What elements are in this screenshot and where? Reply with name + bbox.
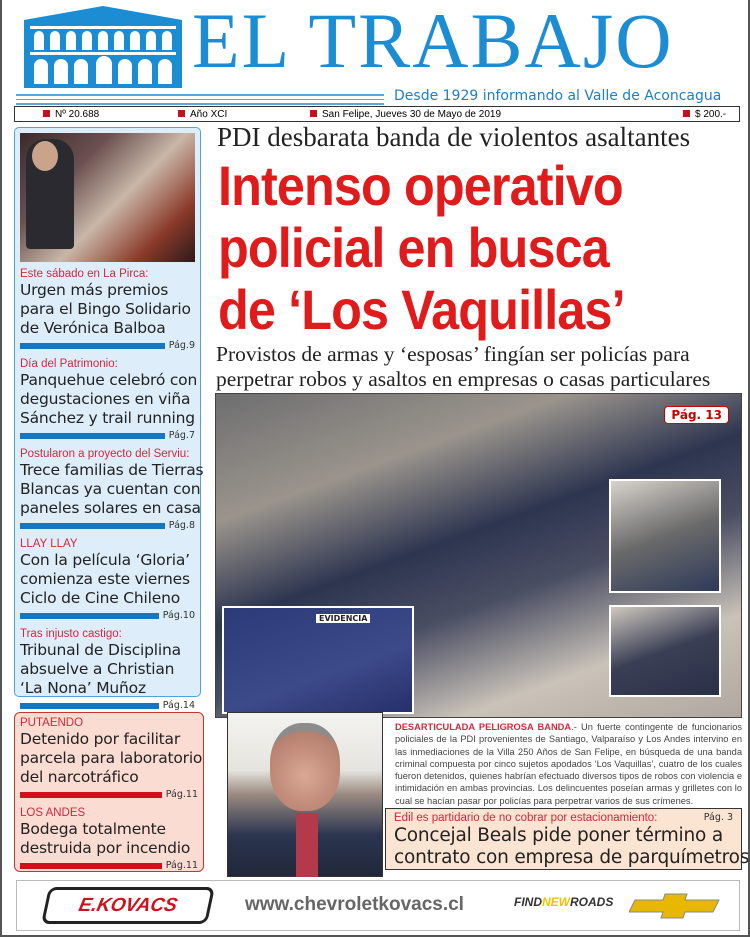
photo-face (270, 723, 340, 811)
price-text: $ 200.- (695, 109, 727, 120)
price-label (683, 108, 726, 121)
date-label (310, 108, 501, 121)
page-number: Pág.11 (165, 860, 198, 871)
inset-photo-suspect-1 (609, 479, 721, 593)
photo-face (32, 141, 58, 171)
caption-text: .- Un fuerte contingente de funcionarios policiales de la PDI provenientes de Santiago, Valparaíso y Los Andes intervino en las inmediaciones de la Villa 250 Años de San Felipe, en búsqueda de una banda criminal compuesta por cinco sujetos apodados ‘Los Vaquillas’, cuatro de los cuales fueron detenidos, quienes habrían efectuado diversos tipos de robos con violencia e intimidación en ambas provincias. Los delincuentes poseían armas y grilletes con lo cual se hacían pasar por policías para perpetrar varios de sus crímenes. (395, 722, 743, 806)
divider-bar (20, 863, 162, 869)
slogan-roads: ROADS (570, 895, 614, 909)
news-headline (20, 461, 204, 518)
year-label (178, 108, 227, 121)
headline-line: Urgen más premios (20, 281, 169, 299)
issue-number (43, 108, 99, 121)
secondary-story-box[interactable] (385, 808, 750, 870)
main-subhead (216, 342, 710, 392)
news-kicker: Este sábado en La Pirca: (20, 268, 149, 280)
square-bullet-icon (310, 110, 317, 117)
news-headline (20, 281, 195, 338)
photo-page-badge: Pág. 13 (664, 406, 729, 424)
news-headline (20, 641, 195, 698)
news-item[interactable] (15, 537, 200, 622)
main-overline: PDI desbarata banda de violentos asaltantes (217, 122, 691, 152)
headline-line: Blancas ya cuentan con (20, 480, 201, 498)
chevrolet-bowtie-icon (629, 893, 721, 919)
main-headline (218, 155, 670, 341)
sidebar-photo (20, 133, 195, 262)
news-item[interactable] (15, 716, 203, 801)
photo-tie (296, 813, 318, 877)
councilman-photo (227, 712, 383, 877)
slogan-new: NEW (542, 895, 570, 909)
photo-caption (395, 721, 742, 807)
ad-url[interactable]: www.chevroletkovacs.cl (245, 894, 464, 915)
news-item[interactable] (15, 627, 200, 712)
page-number: Pág.10 (162, 610, 195, 621)
headline-line: destruida por incendio (20, 839, 191, 857)
page-number: Pág.11 (165, 789, 198, 800)
divider-bar (20, 523, 165, 529)
news-item[interactable] (15, 357, 200, 442)
page-ref (20, 430, 195, 442)
sidebar-news (14, 127, 204, 711)
secondary-headline-line: Concejal Beals pide poner término a (394, 825, 723, 846)
news-kicker: PUTAENDO (20, 717, 84, 729)
news-headline (20, 371, 198, 428)
headline-line: absuelve a Christian (20, 660, 175, 678)
headline-line: Panquehue celebró con (20, 371, 198, 389)
regional-news-box (14, 712, 204, 872)
news-item[interactable] (15, 806, 203, 872)
news-headline (20, 820, 198, 858)
news-item[interactable] (15, 447, 204, 532)
slogan-find: FIND (514, 895, 542, 909)
headline-line: degustaciones en viña (20, 390, 191, 408)
secondary-page: Pág. 3 (703, 812, 733, 823)
divider-bar (20, 613, 159, 619)
subhead-line: Provistos de armas y ‘esposas’ fingían ser policías para (216, 342, 690, 366)
secondary-kicker: Edil es partidario de no cobrar por estacionamiento: (394, 812, 658, 824)
secondary-headline-line: contrato con empresa de parquímetros (394, 847, 750, 868)
square-bullet-icon (43, 110, 50, 117)
headline-line: paneles solares en casa (20, 499, 201, 517)
main-headline-line: policial en busca (218, 216, 609, 279)
news-headline (20, 730, 203, 787)
page-number: Pág.7 (168, 430, 195, 441)
evidence-label: EVIDENCIA (316, 614, 370, 623)
headline-line: comienza este viernes (20, 570, 190, 588)
page-ref (20, 860, 198, 872)
page-ref (20, 520, 195, 532)
inset-photo-evidence (222, 606, 414, 714)
building-arches-logo (24, 6, 182, 88)
kovacs-logo (41, 887, 215, 924)
masthead-title: EL TRABAJO (192, 0, 674, 84)
headline-line: del narcotráfico (20, 768, 139, 786)
secondary-headline (394, 825, 749, 869)
page-ref (20, 340, 195, 352)
page-ref (20, 610, 195, 622)
info-strip (14, 106, 740, 122)
year-text: Año XCI (190, 109, 228, 120)
main-headline-line: Intenso operativo (218, 154, 623, 217)
headline-line: ‘La Nona’ Muñoz (20, 679, 146, 697)
sidebar-items (15, 267, 204, 712)
regional-items (15, 713, 203, 872)
news-headline (20, 551, 195, 608)
masthead-tagline: Desde 1929 informando al Valle de Aconcagua (394, 88, 722, 104)
divider-bar (20, 792, 162, 798)
headline-line: Con la película ‘Gloria’ (20, 551, 190, 569)
news-kicker: LOS ANDES (20, 807, 86, 819)
square-bullet-icon (178, 110, 185, 117)
main-photo (215, 393, 742, 718)
headline-line: Detenido por facilitar (20, 730, 181, 748)
news-kicker: Postularon a proyecto del Serviu: (20, 448, 190, 460)
main-headline-line: de ‘Los Vaquillas’ (218, 278, 625, 341)
divider-bar (20, 703, 159, 709)
news-kicker: Día del Patrimonio: (20, 358, 118, 370)
inset-photo-suspect-2 (609, 605, 721, 697)
page-number: Pág.9 (168, 340, 195, 351)
page-number: Pág.8 (168, 520, 195, 531)
news-kicker: Tras injusto castigo: (20, 628, 122, 640)
advertisement-banner[interactable] (16, 880, 740, 931)
page-ref (20, 700, 195, 712)
headline-line: parcela para laboratorio (20, 749, 203, 767)
divider-bar (20, 433, 165, 439)
headline-line: de Verónica Balboa (20, 319, 166, 337)
headline-line: Bodega totalmente (20, 820, 166, 838)
headline-line: Ciclo de Cine Chileno (20, 589, 180, 607)
headline-line: Tribunal de Disciplina (20, 641, 181, 659)
headline-line: para el Bingo Solidario (20, 300, 191, 318)
news-item[interactable] (15, 267, 200, 352)
square-bullet-icon (683, 110, 690, 117)
caption-lead: DESARTICULADA PELIGROSA BANDA (395, 722, 572, 732)
date-text: San Felipe, Jueves 30 de Mayo de 2019 (322, 109, 502, 120)
headline-line: Trece familias de Tierras (20, 461, 204, 479)
brand-name: E.KOVACS (76, 894, 180, 916)
subhead-line: perpetrar robos y asaltos en empresas o casas particulares (216, 367, 711, 391)
ad-slogan (514, 895, 613, 909)
issue-number-text: Nº 20.688 (55, 109, 100, 120)
divider-bar (20, 343, 165, 349)
page-ref (20, 789, 198, 801)
page-number: Pág.14 (162, 700, 195, 711)
headline-line: Sánchez y trail running (20, 409, 195, 427)
news-kicker: LLAY LLAY (20, 538, 78, 550)
